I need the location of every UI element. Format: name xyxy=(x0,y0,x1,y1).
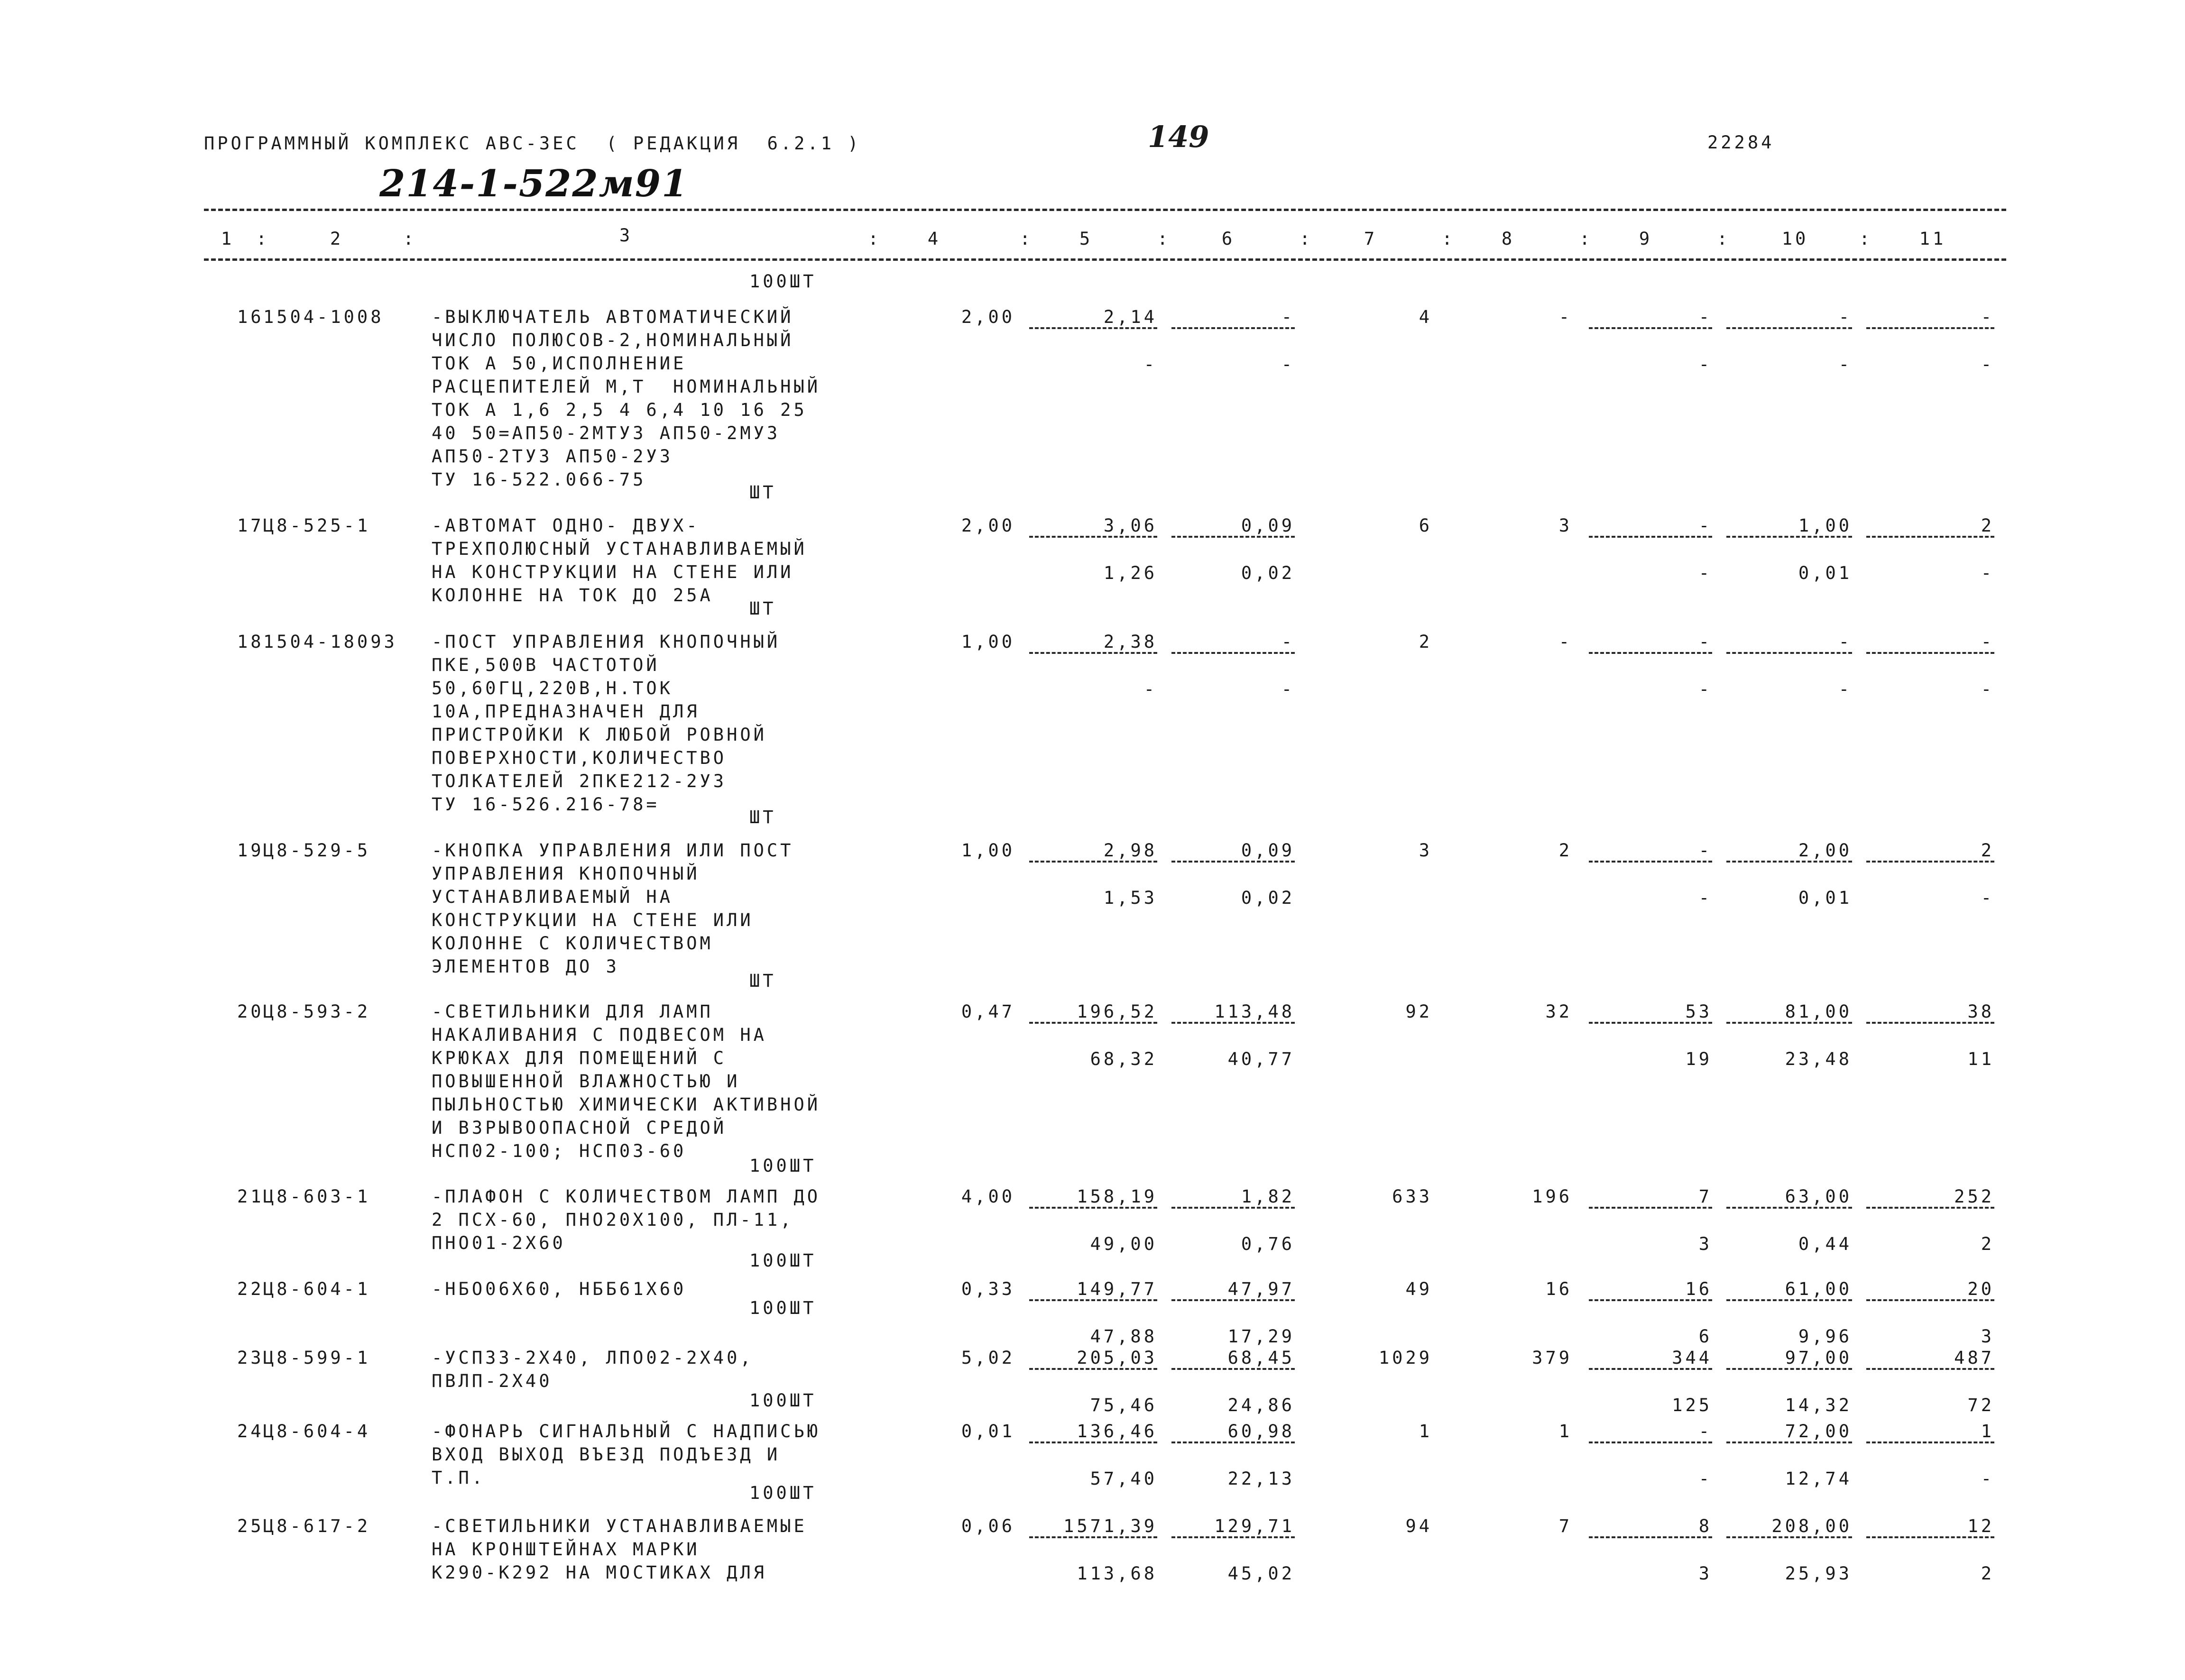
cell-divider xyxy=(1726,1207,1852,1209)
cell-divider xyxy=(1589,1368,1712,1370)
cell-divider xyxy=(1171,652,1295,654)
row-description-line: ВХОД ВЫХОД ВЪЕЗД ПОДЪЕЗД И xyxy=(432,1444,781,1465)
row-number: 23 xyxy=(237,1348,264,1368)
cell-col-11-sub: - xyxy=(1981,679,1994,699)
cell-col-10: 208,00 xyxy=(1771,1516,1852,1536)
row-number: 25 xyxy=(237,1516,264,1536)
row-description-line: -ВЫКЛЮЧАТЕЛЬ АВТОМАТИЧЕСКИЙ xyxy=(432,307,794,327)
cell-col-4: 0,06 xyxy=(961,1516,1015,1536)
cell-divider xyxy=(1171,1022,1295,1024)
cell-col-5-sub: 68,32 xyxy=(1090,1049,1157,1069)
row-code: 1504-18093 xyxy=(263,632,397,652)
row-description-line: ТОК А 1,6 2,5 4 6,4 10 16 25 xyxy=(432,400,807,420)
cell-divider xyxy=(1726,1536,1852,1538)
cell-col-4: 0,01 xyxy=(961,1421,1015,1441)
row-code: Ц8-599-1 xyxy=(263,1348,371,1368)
cell-col-11: 12 xyxy=(1967,1516,1994,1536)
row-description-line: ТОК А 50,ИСПОЛНЕНИЕ xyxy=(432,353,687,374)
column-separator: : xyxy=(1717,229,1731,249)
column-separator: : xyxy=(1442,229,1456,249)
cell-col-6: 0,09 xyxy=(1241,515,1295,536)
header-rule-bottom xyxy=(204,258,2006,261)
column-separator: : xyxy=(1579,229,1593,249)
cell-col-6-sub: 17,29 xyxy=(1227,1326,1295,1347)
row-description-line: ТУ 16-526.216-78= xyxy=(432,794,660,815)
cell-col-5-sub: 1,26 xyxy=(1103,563,1157,583)
cell-col-8: 32 xyxy=(1545,1001,1572,1022)
cell-col-5: 158,19 xyxy=(1077,1186,1157,1207)
row-description-line: АП50-2ТУ3 АП50-2У3 xyxy=(432,446,673,467)
row-description-line: КРЮКАХ ДЛЯ ПОМЕЩЕНИЙ С xyxy=(432,1048,727,1068)
cell-divider xyxy=(1589,1536,1712,1538)
row-description-line: НАКАЛИВАНИЯ С ПОДВЕСОМ НА xyxy=(432,1025,767,1045)
cell-col-10-sub: 12,74 xyxy=(1785,1469,1852,1489)
column-separator: : xyxy=(1300,229,1313,249)
row-description-line: ЧИСЛО ПОЛЮСОВ-2,НОМИНАЛЬНЫЙ xyxy=(432,330,794,350)
cell-divider xyxy=(1726,652,1852,654)
cell-col-5: 3,06 xyxy=(1103,515,1157,536)
cell-col-7: 1029 xyxy=(1378,1348,1432,1368)
cell-col-6-sub: - xyxy=(1281,354,1295,375)
row-code: Ц8-617-2 xyxy=(263,1516,371,1536)
row-number: 19 xyxy=(237,840,264,861)
unit-label: ШТ xyxy=(749,598,776,619)
cell-col-5-sub: - xyxy=(1143,354,1157,375)
row-description-line: -ФОНАРЬ СИГНАЛЬНЫЙ С НАДПИСЬЮ xyxy=(432,1421,821,1441)
row-description-line: НСП02-100; НСП03-60 xyxy=(432,1141,687,1161)
cell-col-8: - xyxy=(1558,307,1572,327)
cell-col-11-sub: - xyxy=(1981,1469,1994,1489)
cell-col-10: - xyxy=(1838,307,1852,327)
cell-col-6-sub: - xyxy=(1281,679,1295,699)
cell-col-4: 5,02 xyxy=(961,1348,1015,1368)
cell-divider xyxy=(1726,536,1852,538)
cell-col-11-sub: 11 xyxy=(1967,1049,1994,1069)
column-header-7: 7 xyxy=(1364,229,1378,249)
cell-col-10-sub: 25,93 xyxy=(1785,1563,1852,1584)
row-description-line: ТОЛКАТЕЛЕЙ 2ПКЕ212-2У3 xyxy=(432,771,727,791)
row-code: Ц8-525-1 xyxy=(263,515,371,536)
document-number: 22284 xyxy=(1707,132,1775,153)
cell-col-9: - xyxy=(1698,515,1712,536)
cell-col-5: 149,77 xyxy=(1077,1279,1157,1299)
cell-divider xyxy=(1589,652,1712,654)
cell-col-6: 0,09 xyxy=(1241,840,1295,861)
unit-label: 100ШТ xyxy=(749,1483,817,1503)
row-code: Ц8-529-5 xyxy=(263,840,371,861)
cell-col-8: 3 xyxy=(1558,515,1572,536)
cell-col-5-sub: 49,00 xyxy=(1090,1234,1157,1254)
cell-divider xyxy=(1589,536,1712,538)
column-header-1: 1 xyxy=(221,229,235,249)
column-separator: : xyxy=(256,229,270,249)
cell-col-11: 2 xyxy=(1981,840,1994,861)
cell-col-5-sub: 1,53 xyxy=(1103,888,1157,908)
row-description-line: ПКЕ,500В ЧАСТОТОЙ xyxy=(432,655,660,675)
cell-divider xyxy=(1589,1299,1712,1301)
cell-col-9-sub: - xyxy=(1698,354,1712,375)
cell-col-9-sub: 6 xyxy=(1698,1326,1712,1347)
cell-col-5: 205,03 xyxy=(1077,1348,1157,1368)
row-description-line: ЭЛЕМЕНТОВ ДО 3 xyxy=(432,956,619,977)
column-header-11: 11 xyxy=(1919,229,1946,249)
cell-col-9-sub: - xyxy=(1698,888,1712,908)
row-description-line: ПОВЫШЕННОЙ ВЛАЖНОСТЬЮ И xyxy=(432,1071,740,1092)
row-number: 20 xyxy=(237,1001,264,1022)
cell-divider xyxy=(1866,1441,1994,1443)
cell-divider xyxy=(1029,327,1157,329)
row-description-line: -КНОПКА УПРАВЛЕНИЯ ИЛИ ПОСТ xyxy=(432,840,794,861)
column-header-10: 10 xyxy=(1781,229,1809,249)
column-header-6: 6 xyxy=(1221,229,1235,249)
row-number: 21 xyxy=(237,1186,264,1207)
cell-col-6: 1,82 xyxy=(1241,1186,1295,1207)
cell-col-6-sub: 45,02 xyxy=(1227,1563,1295,1584)
row-description-line: -АВТОМАТ ОДНО- ДВУХ- xyxy=(432,515,700,536)
cell-col-10-sub: 0,01 xyxy=(1798,888,1852,908)
handwritten-project-code: 214-1-522м91 xyxy=(379,162,689,205)
row-number: 16 xyxy=(237,307,264,327)
cell-col-9: - xyxy=(1698,1421,1712,1441)
cell-col-8: 7 xyxy=(1558,1516,1572,1536)
cell-col-5-sub: 75,46 xyxy=(1090,1395,1157,1415)
cell-col-7: 633 xyxy=(1392,1186,1432,1207)
cell-col-8: 1 xyxy=(1558,1421,1572,1441)
cell-col-6: 60,98 xyxy=(1227,1421,1295,1441)
row-description-line: ПНО01-2Х60 xyxy=(432,1233,566,1253)
row-description-line: НА КОНСТРУКЦИИ НА СТЕНЕ ИЛИ xyxy=(432,562,794,582)
cell-col-10: - xyxy=(1838,632,1852,652)
header-rule-top xyxy=(204,209,2006,211)
cell-col-11-sub: - xyxy=(1981,354,1994,375)
row-description-line: -ПОСТ УПРАВЛЕНИЯ КНОПОЧНЫЙ xyxy=(432,632,781,652)
cell-col-9: 7 xyxy=(1698,1186,1712,1207)
cell-col-9-sub: 3 xyxy=(1698,1234,1712,1254)
cell-col-6-sub: 22,13 xyxy=(1227,1469,1295,1489)
cell-divider xyxy=(1029,1299,1157,1301)
row-description-line: ПОВЕРХНОСТИ,КОЛИЧЕСТВО xyxy=(432,748,727,768)
cell-col-9-sub: - xyxy=(1698,563,1712,583)
cell-divider xyxy=(1171,1536,1295,1538)
cell-col-11: 1 xyxy=(1981,1421,1994,1441)
cell-divider xyxy=(1866,536,1994,538)
cell-divider xyxy=(1866,861,1994,863)
cell-col-6-sub: 24,86 xyxy=(1227,1395,1295,1415)
column-separator: : xyxy=(403,229,417,249)
cell-col-4: 1,00 xyxy=(961,840,1015,861)
cell-col-6: - xyxy=(1281,632,1295,652)
cell-col-10: 63,00 xyxy=(1785,1186,1852,1207)
cell-col-9: 344 xyxy=(1672,1348,1712,1368)
column-header-8: 8 xyxy=(1501,229,1515,249)
cell-col-6-sub: 0,76 xyxy=(1241,1234,1295,1254)
page-number: 149 xyxy=(1148,119,1209,154)
cell-divider xyxy=(1866,1022,1994,1024)
unit-label: ШТ xyxy=(749,482,776,503)
cell-divider xyxy=(1726,1022,1852,1024)
cell-col-10-sub: - xyxy=(1838,679,1852,699)
cell-col-7: 6 xyxy=(1419,515,1432,536)
cell-col-7: 1 xyxy=(1419,1421,1432,1441)
row-description-line: ТРЕХПОЛЮСНЫЙ УСТАНАВЛИВАЕМЫЙ xyxy=(432,539,807,559)
unit-label: 100ШТ xyxy=(749,1156,817,1176)
column-separator: : xyxy=(868,229,882,249)
column-header-3: 3 xyxy=(619,225,633,246)
cell-col-6: 47,97 xyxy=(1227,1279,1295,1299)
cell-col-5-sub: 47,88 xyxy=(1090,1326,1157,1347)
cell-col-9-sub: - xyxy=(1698,679,1712,699)
cell-col-11: 252 xyxy=(1954,1186,1994,1207)
cell-col-10-sub: 23,48 xyxy=(1785,1049,1852,1069)
cell-col-10-sub: 0,01 xyxy=(1798,563,1852,583)
cell-divider xyxy=(1029,1368,1157,1370)
cell-col-6-sub: 40,77 xyxy=(1227,1049,1295,1069)
cell-col-10-sub: 14,32 xyxy=(1785,1395,1852,1415)
row-description-line: ТУ 16-522.066-75 xyxy=(432,469,646,490)
column-separator: : xyxy=(1020,229,1033,249)
unit-label: ШТ xyxy=(749,807,776,827)
cell-col-7: 4 xyxy=(1419,307,1432,327)
cell-col-10-sub: - xyxy=(1838,354,1852,375)
cell-divider xyxy=(1726,327,1852,329)
unit-label: 100ШТ xyxy=(749,1390,817,1411)
cell-col-8: - xyxy=(1558,632,1572,652)
row-description-line: КОЛОННЕ НА ТОК ДО 25А xyxy=(432,585,713,606)
cell-col-7: 92 xyxy=(1405,1001,1432,1022)
cell-col-4: 2,00 xyxy=(961,515,1015,536)
cell-col-5: 2,14 xyxy=(1103,307,1157,327)
row-description-line: -НБО06Х60, НББ61Х60 xyxy=(432,1279,687,1299)
unit-label: ШТ xyxy=(749,971,776,991)
cell-divider xyxy=(1029,1441,1157,1443)
cell-col-11: - xyxy=(1981,307,1994,327)
cell-divider xyxy=(1029,536,1157,538)
row-number: 18 xyxy=(237,632,264,652)
cell-col-4: 2,00 xyxy=(961,307,1015,327)
cell-col-5-sub: 57,40 xyxy=(1090,1469,1157,1489)
row-description-line: 2 ПСХ-60, ПНО20Х100, ПЛ-11, xyxy=(432,1210,794,1230)
row-description-line: ПВЛП-2Х40 xyxy=(432,1371,553,1391)
cell-col-8: 379 xyxy=(1532,1348,1572,1368)
row-description-line: УСТАНАВЛИВАЕМЫЙ НА xyxy=(432,887,673,907)
cell-col-10: 2,00 xyxy=(1798,840,1852,861)
column-header-4: 4 xyxy=(927,229,941,249)
cell-divider xyxy=(1726,861,1852,863)
cell-divider xyxy=(1171,536,1295,538)
cell-col-7: 49 xyxy=(1405,1279,1432,1299)
row-code: 1504-1008 xyxy=(263,307,384,327)
cell-divider xyxy=(1171,1299,1295,1301)
cell-col-9-sub: - xyxy=(1698,1469,1712,1489)
cell-col-4: 0,33 xyxy=(961,1279,1015,1299)
cell-divider xyxy=(1726,1299,1852,1301)
row-description-line: -СВЕТИЛЬНИКИ ДЛЯ ЛАМП xyxy=(432,1001,713,1022)
cell-col-10-sub: 0,44 xyxy=(1798,1234,1852,1254)
row-description-line: -СВЕТИЛЬНИКИ УСТАНАВЛИВАЕМЫЕ xyxy=(432,1516,807,1536)
cell-col-11-sub: 2 xyxy=(1981,1234,1994,1254)
cell-col-11: 487 xyxy=(1954,1348,1994,1368)
cell-col-10: 1,00 xyxy=(1798,515,1852,536)
row-code: Ц8-604-4 xyxy=(263,1421,371,1441)
row-description-line: ПЫЛЬНОСТЬЮ ХИМИЧЕСКИ АКТИВНОЙ xyxy=(432,1094,821,1115)
cell-divider xyxy=(1029,1022,1157,1024)
cell-divider xyxy=(1726,1441,1852,1443)
row-code: Ц8-603-1 xyxy=(263,1186,371,1207)
cell-col-5-sub: 113,68 xyxy=(1077,1563,1157,1584)
cell-col-10: 97,00 xyxy=(1785,1348,1852,1368)
row-description-line: И ВЗРЫВООПАСНОЙ СРЕДОЙ xyxy=(432,1118,727,1138)
cell-col-9-sub: 125 xyxy=(1672,1395,1712,1415)
cell-col-11-sub: - xyxy=(1981,888,1994,908)
cell-col-7: 2 xyxy=(1419,632,1432,652)
cell-col-7: 3 xyxy=(1419,840,1432,861)
cell-divider xyxy=(1029,652,1157,654)
column-separator: : xyxy=(1157,229,1171,249)
cell-col-11: 2 xyxy=(1981,515,1994,536)
cell-col-6: 113,48 xyxy=(1214,1001,1295,1022)
cell-col-9-sub: 3 xyxy=(1698,1563,1712,1584)
cell-col-11: 38 xyxy=(1967,1001,1994,1022)
cell-col-11-sub: - xyxy=(1981,563,1994,583)
cell-divider xyxy=(1171,861,1295,863)
column-separator: : xyxy=(1859,229,1873,249)
column-header-2: 2 xyxy=(330,229,344,249)
cell-col-6: - xyxy=(1281,307,1295,327)
cell-col-6-sub: 0,02 xyxy=(1241,563,1295,583)
cell-divider xyxy=(1589,327,1712,329)
cell-col-5: 2,98 xyxy=(1103,840,1157,861)
cell-col-9-sub: 19 xyxy=(1685,1049,1712,1069)
cell-col-9: - xyxy=(1698,840,1712,861)
cell-divider xyxy=(1589,1022,1712,1024)
program-header: ПРОГРАММНЫЙ КОМПЛЕКС АВС-3ЕС ( РЕДАКЦИЯ 6.2.1 ) xyxy=(204,133,861,154)
row-description-line: 50,60ГЦ,220В,Н.ТОК xyxy=(432,678,673,698)
cell-divider xyxy=(1171,1207,1295,1209)
cell-divider xyxy=(1589,1207,1712,1209)
cell-col-8: 16 xyxy=(1545,1279,1572,1299)
cell-col-5: 2,38 xyxy=(1103,632,1157,652)
cell-divider xyxy=(1866,327,1994,329)
row-number: 24 xyxy=(237,1421,264,1441)
row-description-line: РАСЦЕПИТЕЛЕЙ М,Т НОМИНАЛЬНЫЙ xyxy=(432,376,821,397)
cell-col-10: 72,00 xyxy=(1785,1421,1852,1441)
cell-col-5-sub: - xyxy=(1143,679,1157,699)
cell-divider xyxy=(1866,1207,1994,1209)
cell-divider xyxy=(1866,652,1994,654)
cell-col-4: 1,00 xyxy=(961,632,1015,652)
cell-divider xyxy=(1029,1207,1157,1209)
cell-col-5: 136,46 xyxy=(1077,1421,1157,1441)
cell-divider xyxy=(1171,1441,1295,1443)
row-code: Ц8-604-1 xyxy=(263,1279,371,1299)
cell-col-4: 0,47 xyxy=(961,1001,1015,1022)
cell-col-8: 196 xyxy=(1532,1186,1572,1207)
cell-col-5: 196,52 xyxy=(1077,1001,1157,1022)
cell-col-6-sub: 0,02 xyxy=(1241,888,1295,908)
cell-col-9: - xyxy=(1698,307,1712,327)
row-description-line: 40 50=АП50-2МТУ3 АП50-2МУ3 xyxy=(432,423,781,443)
cell-col-9: 8 xyxy=(1698,1516,1712,1536)
cell-col-9: 16 xyxy=(1685,1279,1712,1299)
cell-col-7: 94 xyxy=(1405,1516,1432,1536)
cell-col-9: 53 xyxy=(1685,1001,1712,1022)
cell-col-11-sub: 72 xyxy=(1967,1395,1994,1415)
row-description-line: НА КРОНШТЕЙНАХ МАРКИ xyxy=(432,1539,700,1560)
row-description-line: Т.П. xyxy=(432,1468,486,1488)
unit-label: 100ШТ xyxy=(749,1298,817,1318)
row-description-line: К290-К292 НА МОСТИКАХ ДЛЯ xyxy=(432,1562,767,1583)
cell-divider xyxy=(1171,1368,1295,1370)
cell-divider xyxy=(1866,1368,1994,1370)
unit-label: 100ШТ xyxy=(749,1250,817,1271)
row-number: 22 xyxy=(237,1279,264,1299)
cell-col-6: 129,71 xyxy=(1214,1516,1295,1536)
row-description-line: КОНСТРУКЦИИ НА СТЕНЕ ИЛИ xyxy=(432,910,754,930)
row-description-line: 10А,ПРЕДНАЗНАЧЕН ДЛЯ xyxy=(432,701,700,722)
cell-col-6: 68,45 xyxy=(1227,1348,1295,1368)
row-description-line: КОЛОННЕ С КОЛИЧЕСТВОМ xyxy=(432,933,713,954)
cell-col-5: 1571,39 xyxy=(1063,1516,1157,1536)
row-number: 17 xyxy=(237,515,264,536)
cell-col-8: 2 xyxy=(1558,840,1572,861)
cell-col-11-sub: 3 xyxy=(1981,1326,1994,1347)
column-header-5: 5 xyxy=(1079,229,1093,249)
cell-col-11: - xyxy=(1981,632,1994,652)
cell-col-10: 61,00 xyxy=(1785,1279,1852,1299)
row-description-line: -УСП33-2Х40, ЛПО02-2Х40, xyxy=(432,1348,754,1368)
cell-col-10: 81,00 xyxy=(1785,1001,1852,1022)
cell-divider xyxy=(1589,861,1712,863)
cell-col-10-sub: 9,96 xyxy=(1798,1326,1852,1347)
unit-label: 100ШТ xyxy=(749,271,817,292)
cell-divider xyxy=(1866,1299,1994,1301)
row-description-line: УПРАВЛЕНИЯ КНОПОЧНЫЙ xyxy=(432,863,700,884)
cell-divider xyxy=(1589,1441,1712,1443)
cell-col-4: 4,00 xyxy=(961,1186,1015,1207)
column-header-9: 9 xyxy=(1639,229,1653,249)
row-description-line: ПРИСТРОЙКИ К ЛЮБОЙ РОВНОЙ xyxy=(432,725,767,745)
cell-divider xyxy=(1029,1536,1157,1538)
row-description-line: -ПЛАФОН С КОЛИЧЕСТВОМ ЛАМП ДО xyxy=(432,1186,821,1207)
cell-divider xyxy=(1171,327,1295,329)
row-code: Ц8-593-2 xyxy=(263,1001,371,1022)
cell-col-9: - xyxy=(1698,632,1712,652)
cell-divider xyxy=(1029,861,1157,863)
cell-col-11-sub: 2 xyxy=(1981,1563,1994,1584)
cell-divider xyxy=(1726,1368,1852,1370)
cell-col-11: 20 xyxy=(1967,1279,1994,1299)
cell-divider xyxy=(1866,1536,1994,1538)
